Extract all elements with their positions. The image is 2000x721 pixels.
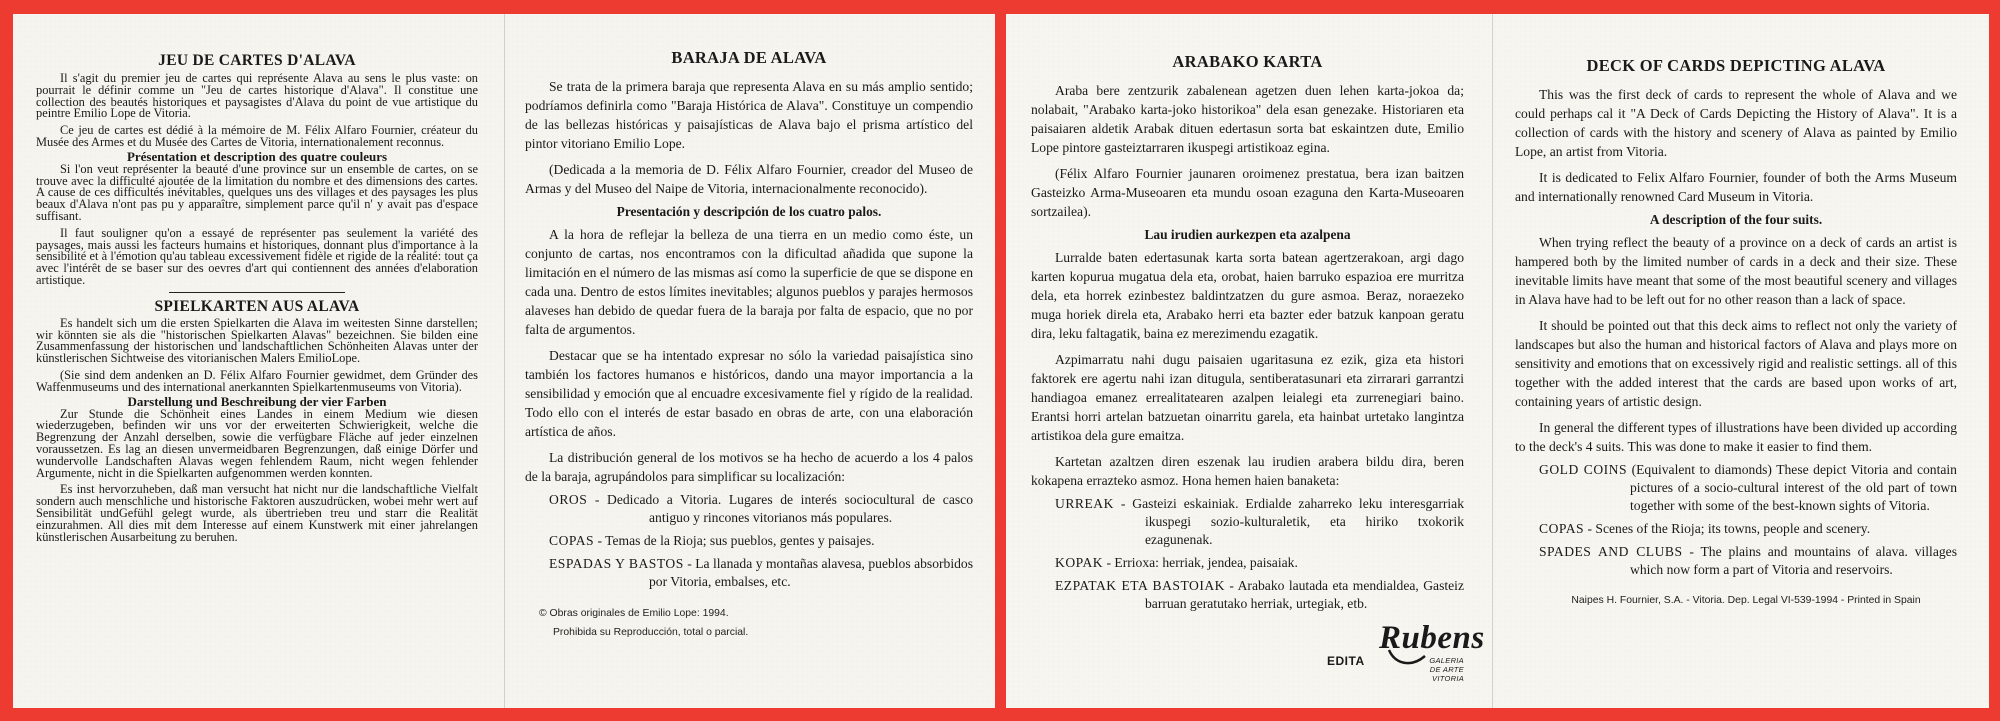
- suit-entry-oros: OROS - Dedicado a Vitoria. Lugares de interés sociocultural de casco antiguo y rincones vitorianos más populares.: [549, 492, 973, 525]
- suit-name: EZPATAK ETA BASTOIAK: [1055, 578, 1225, 593]
- suit-entry-gold-coins: [1515, 461, 1957, 515]
- french-paragraph: Ce jeu de cartes est dédié à la mémoire de M. Félix Alfaro Fournier, créateur du Musée des Armes et du Musée des Cartes de Vitoria, internationalement reconnus.: [36, 123, 478, 149]
- spanish-paragraph: La distribución general de los motivos se ha hecho de acuerdo a los 4 palos de la baraja, agrupándolos para simplificar su localización:: [525, 450, 973, 484]
- suit-name: COPAS: [1539, 521, 1585, 536]
- suit-name: KOPAK: [1055, 555, 1104, 570]
- spanish-title: BARAJA DE ALAVA: [671, 48, 827, 67]
- spanish-paragraph: Se trata de la primera baraja que representa Alava en su más amplio sentido; podríamos definirla como "Baraja Histórica de Alava". Constituye un compendio de las bellezas históricas y paisajísticas de Alava bajo el prisma artístico del pintor vitoriano Emilio Lope.: [525, 79, 973, 151]
- panel-french-german: [13, 14, 504, 708]
- suit-description: Scenes of the Rioja; its towns, people and scenery.: [1595, 521, 1871, 536]
- german-title: SPIELKARTEN AUS ALAVA: [154, 297, 360, 315]
- basque-paragraph: Kartetan azaltzen diren eszenak lau irudien arabera bildu dira, beren kokapena errazteko asmoz. Hona hemen haien banaketa:: [1031, 454, 1464, 488]
- suit-description: Gasteizi eskainiak. Erdialde zaharreko leku interesgarriak ikuspegi sozio-kulturaletik, eta hiriko txokorik ezagunenak.: [1132, 496, 1464, 547]
- english-paragraph: When trying reflect the beauty of a province on a deck of cards an artist is hampered both by the limited number of cards in a deck and their size. These inevitable limits have meant that some of the most beautiful scenery and villages in Alava have had to be left out for no other reason than a lack of space.: [1515, 235, 1957, 307]
- panel-spanish: [504, 14, 995, 708]
- suit-entry-copas: COPAS - Temas de la Rioja; sus pueblos, gentes y paisajes.: [549, 533, 875, 548]
- suit-name: ESPADAS Y BASTOS: [549, 556, 684, 571]
- german-subtitle: Darstellung und Beschreibung der vier Farben: [127, 393, 387, 409]
- english-subtitle: A description of the four suits.: [1649, 212, 1823, 227]
- edita-label: EDITA: [1327, 654, 1365, 668]
- suit-name: URREAK: [1055, 496, 1114, 511]
- french-subtitle: Présentation et description des quatre couleurs: [126, 148, 388, 164]
- german-paragraph: (Sie sind dem andenken an D. Félix Alfaro Fournier gewidmet, dem Gründer des Waffenmuseums und des international anerkannten Spielkartenmuseums von Vitoria).: [36, 367, 478, 394]
- suit-name: SPADES AND CLUBS: [1539, 544, 1683, 559]
- reproduction-notice: Prohibida su Reproducción, total o parcial.: [553, 627, 749, 638]
- basque-title: ARABAKO KARTA: [1172, 52, 1323, 71]
- suit-entry-urreak: URREAK - Gasteizi eskainiak. Erdialde zaharreko leku interesgarriak ikuspegi sozio-kulturaletik, eta hiriko txokorik ezagunenak.: [1055, 496, 1464, 547]
- suit-description: Arabako lautada eta mendialdea, Gasteiz barruan geratutako herriak, urtegiak, etb.: [1145, 578, 1464, 611]
- gallery-caption: [1423, 656, 1464, 683]
- spanish-paragraph: (Dedicada a la memoria de D. Félix Alfaro Fournier, creador del Museo de Armas y del Museo del Naipe de Vitoria, internacionalmente reconocido).: [525, 162, 973, 196]
- basque-paragraph: Lurralde baten edertasunak karta sorta batean agertzerakoan, argi dago karten kopurua mugatua dela eta, orobat, haien barruko espazioa ere murritza dela, eta horrek ezinbestez baldintzatzen du gure asmoa. Beraz, noraezeko muga horiek direla eta, Arabako herri eta bazter eder batzuk kanpoan geratu dira, leku faltagatik, baina ez merezimendu ezagatik.: [1031, 250, 1464, 341]
- panel-basque: [1006, 14, 1492, 708]
- rubens-logo-text: Rubens: [1379, 620, 1485, 656]
- suit-entry-kopak: KOPAK - Errioxa: herriak, jendea, paisaiak.: [1055, 555, 1298, 570]
- suit-name: COPAS: [549, 533, 595, 548]
- german-paragraph: Es handelt sich um die ersten Spielkarten die Alava im weitesten Sinne darstellen; wir könnten sie als die "historischen Spielkarten Alavas" bezeichnen. Sie bilden eine Zusammenfassung der historischen und landschaftlichen Schönheiten Alavas unter der künstlerischen Sichtweise des vitorianischen Malers EmilioLope.: [36, 315, 478, 366]
- german-paragraph: Es inst hervorzuheben, daß man versucht hat nicht nur die landschaftliche Vielfalt sondern auch menschliche und historische Faktoren auszudrücken, wobei mehr wert auf Sensibilität undGefühl gelegt wurde, als übertrieben treu und starr die Realität einzurahmen. All dies mit dem Interesse auf einem Kunstwerk mit einer jahrelangen künstlerischen Ausarbeitung zu beruhen.: [36, 482, 478, 544]
- english-title: DECK OF CARDS DEPICTING ALAVA: [1586, 56, 1886, 75]
- french-section: [36, 52, 478, 287]
- section-divider: [169, 292, 345, 293]
- suit-entry-ezpatak-bastoiak: EZPATAK ETA BASTOIAK - Arabako lautada eta mendialdea, Gasteiz barruan geratutako herriak, urtegiak, etb.: [1055, 578, 1464, 611]
- spanish-paragraph: Destacar que se ha intentado expresar no sólo la variedad paisajística sino también los factores humanos e históricos, dando una mayor importancia a la sensibilidad y emoción que al encuadre excesivamente fiel y rígido de la realidad. Todo ello con el interés de estar basado en obras de arte, con una elaboración artística de años.: [525, 348, 973, 439]
- logo-swoosh-icon: [1387, 648, 1427, 668]
- gallery-caption-line1: GALERIA DE ARTE: [1429, 656, 1464, 674]
- suit-name: GOLD COINS: [1539, 462, 1628, 477]
- suit-description: The plains and mountains of alava. villages which now form a part of Vitoria and reservoirs.: [1630, 544, 1957, 577]
- french-title: JEU DE CARTES D'ALAVA: [158, 52, 356, 69]
- gallery-caption-line2: VITORIA: [1432, 674, 1464, 683]
- basque-subtitle: Lau irudien aurkezpen eta azalpena: [1144, 227, 1351, 242]
- french-paragraph: Il faut souligner qu'on a essayé de représenter pas seulement la variété des paysages, mais aussi les facteurs humains et historiques, donnant plus d'importance à la sensibilité et à l'émotion qu'au tableau excessivement fidèle et rigide de la réalité: tout ça avec l'intérêt de se baser sur des oevres d'art qui contiennent des années d'elaboration artistique.: [36, 225, 478, 287]
- english-paragraph: It should be pointed out that this deck aims to reflect not only the variety of landscapes but also the human and historical factors of Alava and plays more on sensitivity and emotions that on excessively rigid and realistic settings. all of this together with the added interest that the cards are based upon works of art, containing years of artistic design.: [1515, 318, 1957, 409]
- left-leaflet-sheet: [13, 14, 995, 708]
- suit-entry-spades-clubs: SPADES AND CLUBS - The plains and mountains of alava. villages which now form a part of Vitoria and reservoirs.: [1539, 544, 1957, 577]
- english-paragraph: This was the first deck of cards to represent the whole of Alava and we could perhaps cal it "A Deck of Cards Depicting the History of Alava". It is a collection of cards with the history and scenery of Alava as painted by Emilio Lope, an artist from Vitoria.: [1515, 87, 1957, 159]
- suit-entry-espadas-bastos: ESPADAS Y BASTOS - La llanada y montañas alavesa, pueblos absorbidos por Vitoria, embalses, etc.: [549, 556, 973, 589]
- suit-description: (Equivalent to diamonds) These depict Vitoria and contain pictures of a socio-cultural interest of the old part of town together with some of the best-known sights of Vitoria.: [1630, 462, 1957, 513]
- german-paragraph: Zur Stunde die Schönheit eines Landes in einem Medium wie diesen wiederzugeben, befinden wir uns vor der erweiterten Schwierigkeit, welche die Begrenzung der Anzahl derselben, sowie die verfügbare Fläche auf jeder einzelnen voraussetzen. Es lag an diesen unvermeidbaren Begrenzungen, daß einige Dörfer und wundervolle Landschaften Alavas wegen fehlendem Raum, nicht wegen fehlender Argumente, nicht in die Spielkarten aufgenommen werden konnten.: [36, 406, 478, 480]
- suit-entry-copas: COPAS - Scenes of the Rioja; its towns, people and scenery.: [1539, 521, 1871, 536]
- suit-name: OROS: [549, 492, 588, 507]
- publisher-logo: [1031, 620, 1485, 683]
- spanish-paragraph: A la hora de reflejar la belleza de una tierra en un medio como éste, un conjunto de cartas, nos encontramos con la dificultad añadida que supone la limitación en el número de las mismas así como la superficie de que se dispone en cada una. Dentro de estos límites inevitables; algunos pueblos y parajes hermosos alaveses han debido de quedar fuera de la baraja por falta de espacio, que no por falta de argumentos.: [525, 227, 973, 337]
- suit-description: Dedicado a Vitoria. Lugares de interés sociocultural de casco antiguo y rincones vitorianos más populares.: [607, 492, 973, 525]
- basque-paragraph: Azpimarratu nahi dugu paisaien ugaritasuna ez ezik, giza eta histori faktorek ere agertu nahi izan ditugula, sentiberatasunari eta zirrarari garrantzi handiagoa emanez errealitatearen azalpen leialegi eta zurrenegiari baino. Erantsi horri artelan batzuetan oinarritu garela, eta hainbat urtetako langintza artistikoa dela gure emaitza.: [1031, 352, 1464, 443]
- suit-description: Temas de la Rioja; sus pueblos, gentes y paisajes.: [605, 533, 875, 548]
- english-paragraph: In general the different types of illustrations have been divided up according to the deck's 4 suits. This was done to make it easier to find them.: [1515, 420, 1957, 454]
- spanish-subtitle: Presentación y descripción de los cuatro palos.: [616, 204, 882, 219]
- suit-description: Errioxa: herriak, jendea, paisaiak.: [1114, 555, 1298, 570]
- panel-english: [1492, 14, 1989, 708]
- french-paragraph: Il s'agit du premier jeu de cartes qui représente Alava au sens le plus vaste: on pourrait le définir comme un "Jeu de cartes historique d'Alava". Il constitue une collection des beautés historiques et paysagistes d'Alava du point de vue artistique du peintre Emilio Lope de Vitoria.: [36, 71, 478, 121]
- basque-paragraph: Araba bere zentzurik zabalenean agetzen duen lehen karta-jokoa da; nolabait, "Arabako karta-joko historikoa" dela esan genezake. Historiaren eta paisaiaren aldetik Arabak dituen edertasun sorta bat eskaintzen dute, Emilio Lope pintore gasteiztarraren ikuspegi artistikoaz egina.: [1031, 83, 1464, 155]
- right-leaflet-sheet: [1006, 14, 1989, 708]
- english-paragraph: It is dedicated to Felix Alfaro Fournier, founder of both the Arms Museum and internationally renowned Card Museum in Vitoria.: [1515, 170, 1957, 204]
- printer-imprint: Naipes H. Fournier, S.A. - Vitoria. Dep. Legal VI-539-1994 - Printed in Spain: [1571, 595, 1921, 606]
- suit-description: La llanada y montañas alavesa, pueblos absorbidos por Vitoria, embalses, etc.: [649, 556, 973, 589]
- copyright-notice: © Obras originales de Emilio Lope: 1994.: [539, 608, 729, 619]
- german-section: [36, 298, 478, 544]
- basque-paragraph: (Félix Alfaro Fournier jaunaren oroimenez prestatua, bera izan baitzen Gasteizko Arma-Museoaren eta mundu osoan ezaguna den Karta-Museoaren sortzailea).: [1031, 166, 1464, 219]
- french-paragraph: Si l'on veut représenter la beauté d'une province sur un ensemble de cartes, on se trouve avec la difficulté ajoutée de la limitation du nombre et des dimensions des cartes. A cause de ces difficultés inévitables, quelques uns des villages et des paysages les plus beaux d'Alava n'ont pas pu y apparaître, simplement parce qu'il n' y avait pas d'espace suffisant.: [36, 161, 478, 223]
